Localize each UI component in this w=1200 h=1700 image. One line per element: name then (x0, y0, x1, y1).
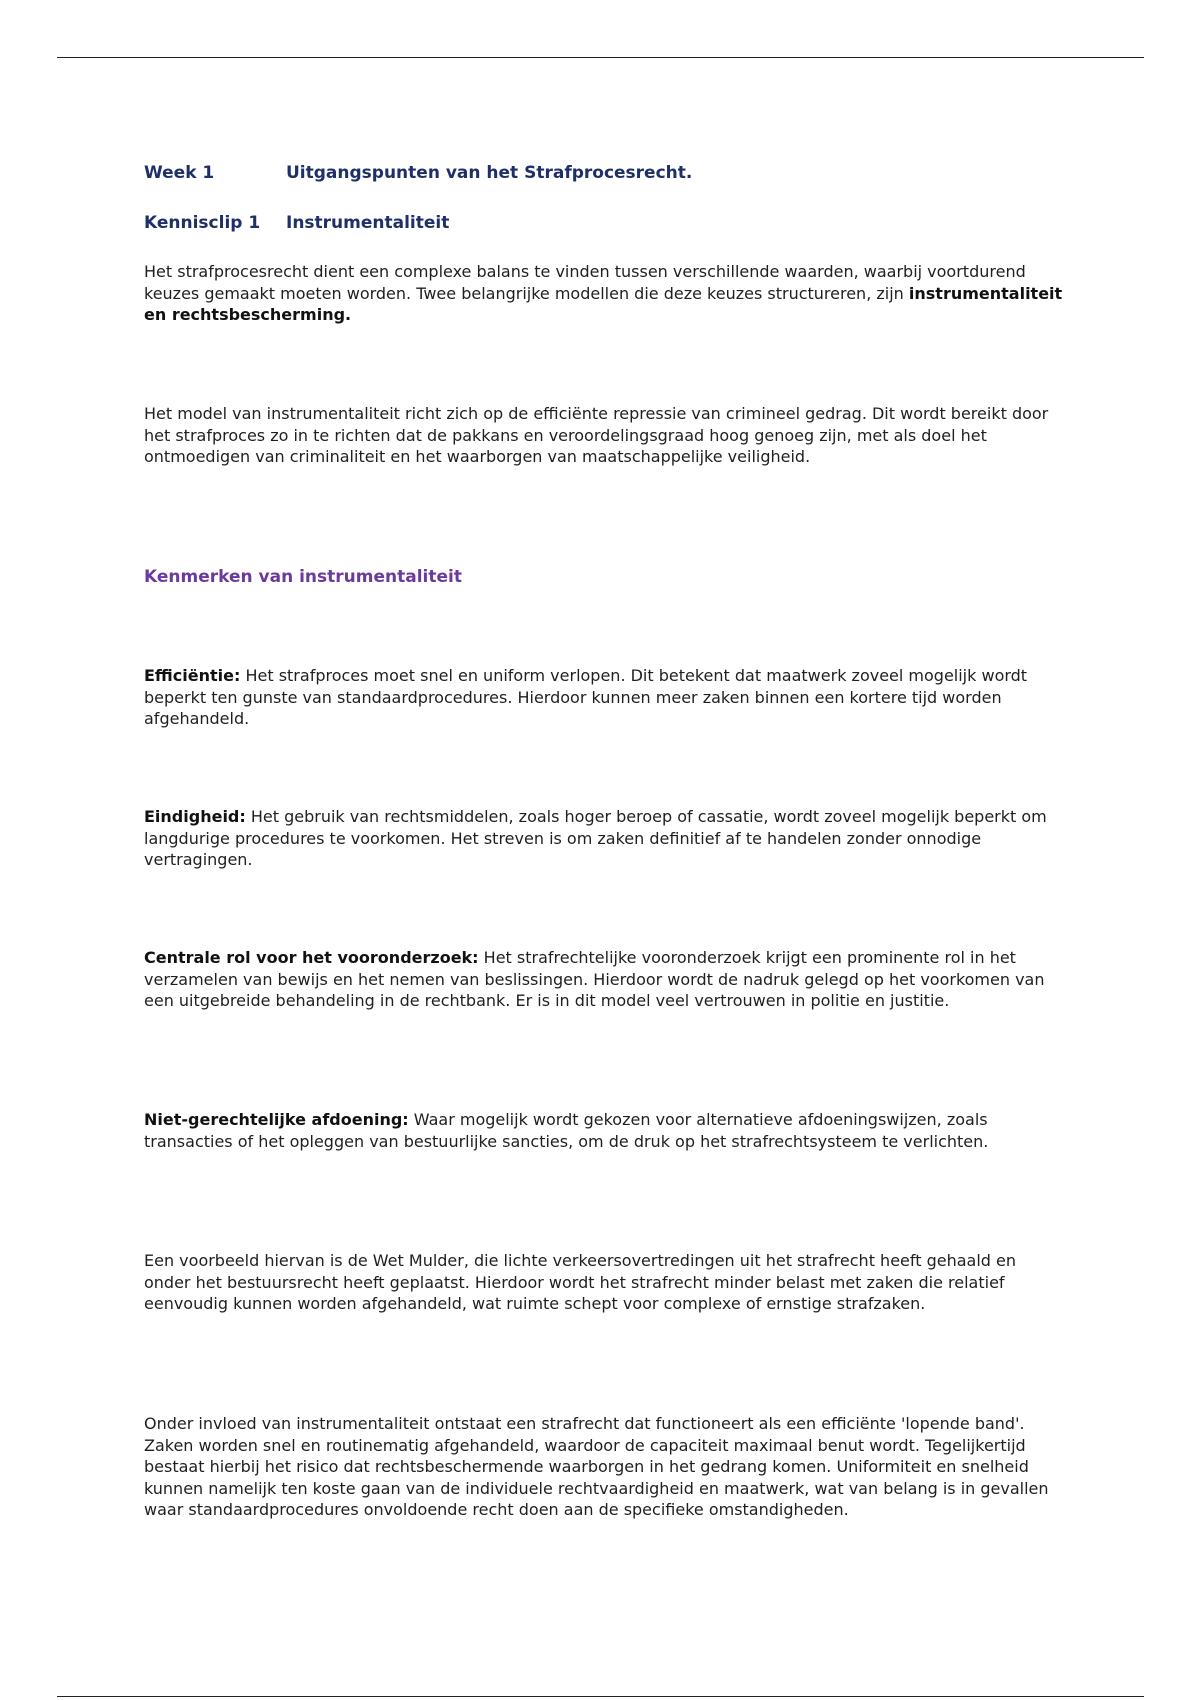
intro-paragraph (144, 261, 1064, 326)
kenmerk-text: Het gebruik van rechtsmiddelen, zoals hoger beroep of cassatie, wordt zoveel mogelijk beperkt om langdurige procedures te voorkomen. Het streven is om zaken definitief af te handelen zonder onnodige vertragingen. (144, 807, 1047, 869)
kenmerk-vooronderzoek (144, 947, 1064, 1012)
kenmerk-afdoening (144, 1109, 1064, 1152)
clip-heading (144, 213, 450, 233)
intro-bold-text: instrumentaliteit en rechtsbescherming. (144, 283, 1063, 324)
intro-text: Het strafprocesrecht dient een complexe balans te vinden tussen verschillende waarden, waarbij voortdurend keuzes gemaakt moeten worden. Twee belangrijke modellen die deze keuzes structureren, zijn (144, 262, 1026, 303)
kenmerk-term: Efficiëntie: (144, 666, 241, 685)
kenmerk-term: Centrale rol voor het vooronderzoek: (144, 948, 479, 967)
model-text: Het model van instrumentaliteit richt zich op de efficiënte repressie van crimineel gedrag. Dit wordt bereikt door het strafproces zo in te richten dat de pakkans en veroordelingsgraad hoog genoeg zijn, met als doel het ontmoedigen van criminaliteit en het waarborgen van maatschappelijke veiligheid. (144, 404, 1049, 466)
clip-title: Instrumentaliteit (286, 213, 450, 233)
clip-label: Kennisclip 1 (144, 213, 261, 233)
kenmerk-text: Waar mogelijk wordt gekozen voor alternatieve afdoeningswijzen, zoals transacties of het opleggen van bestuurlijke sancties, om de druk op het strafrechtsysteem te verlichten. (144, 1110, 989, 1151)
voorbeeld-text: Een voorbeeld hiervan is de Wet Mulder, die lichte verkeersovertredingen uit het strafrecht heeft gehaald en onder het bestuursrecht heeft geplaatst. Hierdoor wordt het strafrecht minder belast met zaken die relatief eenvoudig kunnen worden afgehandeld, wat ruimte schept voor complexe of ernstige strafzaken. (144, 1251, 1017, 1313)
kenmerk-text: Het strafrechtelijke vooronderzoek krijgt een prominente rol in het verzamelen van bewijs en het nemen van beslissingen. Hierdoor wordt de nadruk gelegd op het voorkomen van een uitgebreide behandeling in de rechtbank. Er is in dit model veel vertrouwen in politie en justitie. (144, 948, 1045, 1010)
kenmerk-term: Niet-gerechtelijke afdoening: (144, 1110, 409, 1129)
kenmerken-heading: Kenmerken van instrumentaliteit (144, 567, 462, 587)
kenmerk-eindigheid (144, 806, 1064, 871)
kenmerk-term: Eindigheid: (144, 807, 246, 826)
top-divider (57, 57, 1144, 58)
bottom-divider (57, 1696, 1144, 1697)
week-title: Uitgangspunten van het Strafprocesrecht. (286, 163, 693, 183)
conclusie-paragraph (144, 1413, 1064, 1521)
conclusie-text: Onder invloed van instrumentaliteit ontstaat een strafrecht dat functioneert als een efficiënte 'lopende band'. Zaken worden snel en routinematig afgehandeld, waardoor de capaciteit maximaal benut wordt. Tegelijkertijd bestaat hierbij het risico dat rechtsbeschermende waarborgen in het gedrang komen. Uniformiteit en snelheid kunnen namelijk ten koste gaan van de individuele rechtvaardigheid en maatwerk, wat van belang is in gevallen waar standaardprocedures onvoldoende recht doen aan de specifieke omstandigheden. (144, 1414, 1049, 1519)
week-label: Week 1 (144, 163, 215, 183)
week-heading (144, 163, 693, 183)
voorbeeld-paragraph (144, 1250, 1064, 1315)
model-paragraph (144, 403, 1064, 468)
kenmerk-efficientie (144, 665, 1064, 730)
kenmerk-text: Het strafproces moet snel en uniform verlopen. Dit betekent dat maatwerk zoveel mogelijk wordt beperkt ten gunste van standaardprocedures. Hierdoor kunnen meer zaken binnen een kortere tijd worden afgehandeld. (144, 666, 1028, 728)
